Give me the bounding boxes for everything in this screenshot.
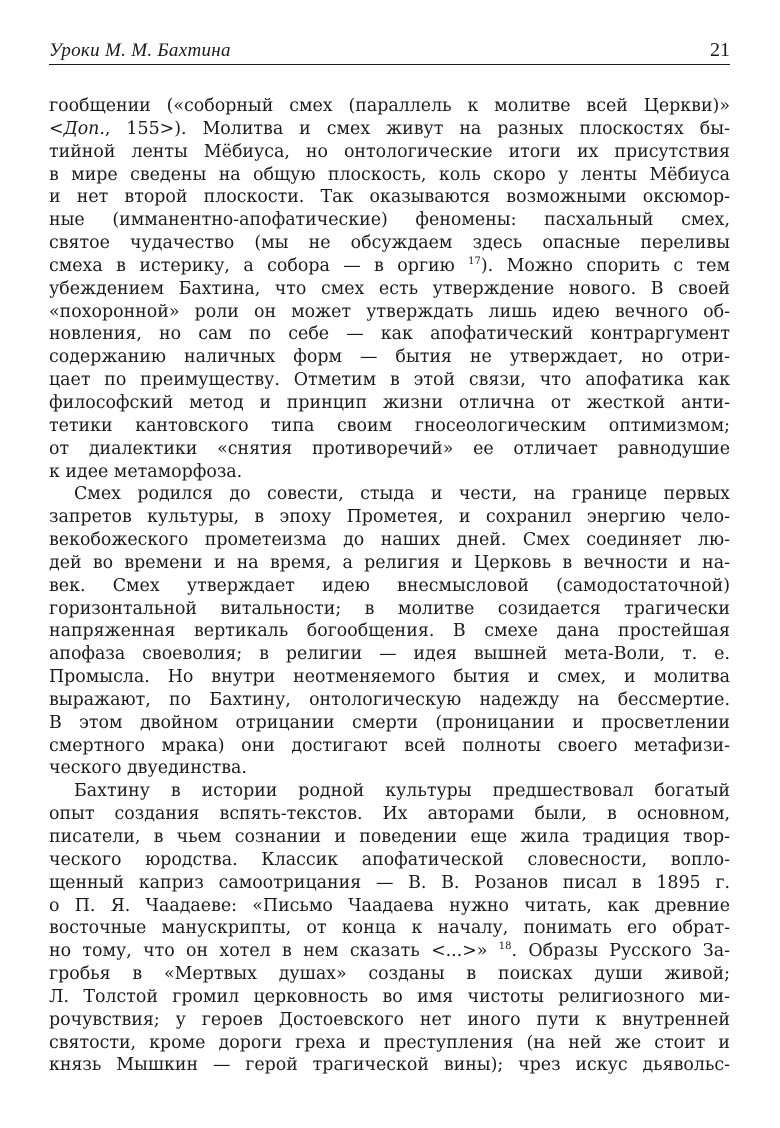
page-number: 21 <box>710 39 730 61</box>
text-line: тетики кантовского типа своим гносеологическим оптимизмом; <box>49 415 730 436</box>
text-line: тийной ленты Мёбиуса, но онтологические итоги их присутствия <box>49 141 730 162</box>
text-line: новления, но сам по себе — как апофатический контраргумент <box>49 324 730 345</box>
text-line: апофаза своеволия; в религии — идея вышней мета-Воли, т. е. <box>49 644 730 665</box>
paragraph-1 <box>49 95 730 483</box>
paragraph-3 <box>49 780 730 1077</box>
text-line: ческого юродства. Классик апофатической словесности, вопло- <box>49 849 730 870</box>
text-line <box>49 118 730 141</box>
text-fragment: < <box>49 118 64 139</box>
text-line: Смех родился до совести, стыда и чести, на границе первых <box>74 484 730 505</box>
text-line: и нет второй плоскости. Так оказываются возможными оксюмор- <box>49 187 730 208</box>
text-line: горизонтальной витальности; в молитве созидается трагически <box>49 598 730 619</box>
text-line: ческого двуединства. <box>49 758 247 779</box>
text-fragment: но тому, что он хотел в нем сказать <...>» <box>49 941 499 962</box>
footnote-ref-17: 17 <box>468 255 481 267</box>
text-line: содержанию наличных форм — бытия не утверждает, но отри- <box>49 347 730 368</box>
text-line: Промысла. Но внутри неотменяемого бытия и смех, и молитва <box>49 667 730 688</box>
text-fragment: ). Можно спорить с тем <box>480 255 730 276</box>
text-line: смертного мрака) они достигают всей полноты своего метафизи- <box>49 735 730 756</box>
text-line: святости, кроме дороги греха и преступления (на ней же стоит и <box>49 1032 730 1053</box>
text-line: святое чудачество (мы не обсуждаем здесь опасные переливы <box>49 233 730 254</box>
text-line: к идее метаморфоза. <box>49 461 243 482</box>
text-line: Л. Толстой громил церковность во имя чистоты религиозного ми- <box>49 986 730 1007</box>
text-line: рочувствия; у героев Достоевского нет иного пути к внутренней <box>49 1009 730 1030</box>
text-fragment: . Образы Русского За- <box>511 941 730 962</box>
text-line: ные (имманентно-апофатические) феномены: пасхальный смех, <box>49 210 730 231</box>
text-line: опыт создания вспять-текстов. Их авторами были, в основном, <box>49 804 730 825</box>
text-line: о П. Я. Чаадаеве: «Письмо Чаадаева нужно читать, как древние <box>49 895 730 916</box>
text-line: гробья в «Мертвых душах» созданы в поисках души живой; <box>49 964 730 985</box>
text-line <box>49 940 730 963</box>
text-line: восточные манускрипты, от конца к началу, понимать его обрат- <box>49 918 730 939</box>
text-line: В этом двойном отрицании смерти (проницании и просветлении <box>49 712 730 733</box>
body-text <box>49 95 730 1077</box>
text-line: философский метод и принцип жизни отлична от жесткой анти- <box>49 392 730 413</box>
text-line: выражают, по Бахтину, онтологическую надежду на бессмертие. <box>49 689 730 710</box>
text-line: убеждением Бахтина, что смех есть утверждение нового. В своей <box>49 278 730 299</box>
text-line: щенный каприз самоотрицания — В. В. Розанов писал в 1895 г. <box>49 872 730 893</box>
text-line: дей во времени и на время, а религия и Церковь в вечности и на- <box>49 552 730 573</box>
text-line: гообщении («соборный смех (параллель к молитве всей Церкви)» <box>49 96 730 116</box>
text-line: напряженная вертикаль богообщения. В смехе дана простейшая <box>49 621 730 642</box>
text-fragment: смеха в истерику, а собора — в оргию <box>49 255 469 276</box>
running-title: Уроки М. М. Бахтина <box>49 40 231 61</box>
paragraph-2 <box>49 483 730 780</box>
text-line: «похоронной» роли он может утверждать лишь идею вечного об- <box>49 301 730 322</box>
text-line: в мире сведены на общую плоскость, коль скоро у ленты Мёбиуса <box>49 164 730 185</box>
text-line: писатели, в чьем сознании и поведении еще жила традиция твор- <box>49 827 730 847</box>
text-line: запретов культуры, в эпоху Прометея, и сохранил энергию чело- <box>49 507 730 528</box>
text-line: от диалектики «снятия противоречий» ее отличает равнодушие <box>49 438 730 459</box>
text-line: цает по преимуществу. Отметим в этой связи, что апофатика как <box>49 370 730 391</box>
text-line <box>49 255 730 278</box>
running-header <box>49 38 730 65</box>
italic-reference: Доп. <box>63 118 105 139</box>
text-fragment: , 155>). Молитва и смех живут на разных плоскостях бы- <box>104 118 730 139</box>
text-line: век. Смех утверждает идею внесмысловой (самодостаточной) <box>49 575 730 596</box>
text-line: Бахтину в истории родной культуры предшествовал богатый <box>74 781 730 802</box>
text-line: векобожеского прометеизма до наших дней. Смех соединяет лю- <box>49 530 730 551</box>
footnote-ref-18: 18 <box>498 941 512 953</box>
text-line: князь Мышкин — герой трагической вины); чрез искус дьявольс- <box>49 1055 730 1076</box>
book-page <box>49 38 730 1077</box>
